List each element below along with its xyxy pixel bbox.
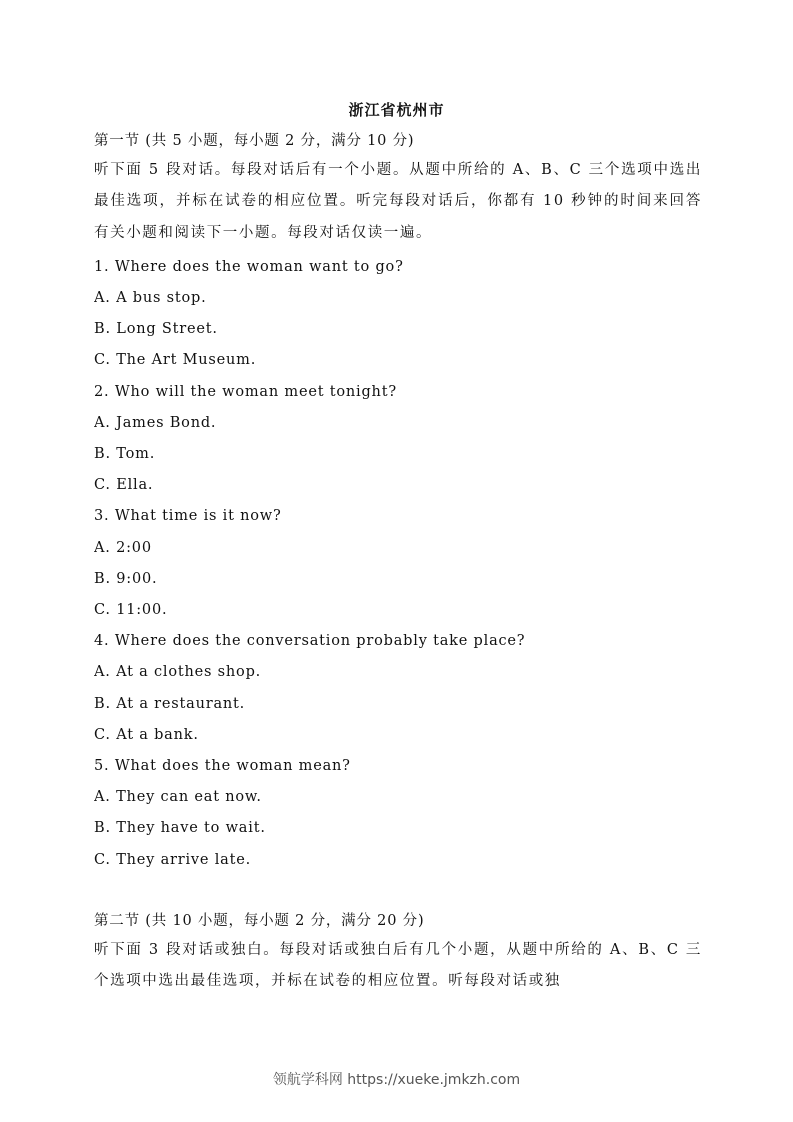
question-3-option-c: C. 11:00. [94, 602, 168, 618]
section2-instructions: 听下面 3 段对话或独白。每段对话或独白后有几个小题，从题中所给的 A、B、C 三个选项中选出最佳选项，并标在试卷的相应位置。听每段对话或独 [94, 942, 702, 990]
question-5-option-b: B. They have to wait. [94, 820, 266, 836]
question-4-option-a: A. At a clothes shop. [94, 664, 262, 680]
footer-watermark: 领航学科网 https://xueke.jmkzh.com [272, 1072, 521, 1088]
document-title: 浙江省杭州市 [348, 101, 445, 119]
section1-heading: 第一节 (共 5 小题，每小题 2 分，满分 10 分) [94, 133, 415, 149]
question-1-option-b: B. Long Street. [94, 321, 218, 337]
question-3-stem: 3. What time is it now? [94, 508, 282, 524]
question-1-option-c: C. The Art Museum. [94, 352, 257, 368]
section1-instructions: 听下面 5 段对话。每段对话后有一个小题。从题中所给的 A、B、C 三个选项中选出最佳选项，并标在试卷的相应位置。听完每段对话后，你都有 10 秒钟的时间来回答有关小题和阅读下一小题。每段对话仅读一遍。 [94, 162, 702, 241]
question-1-option-a: A. A bus stop. [94, 290, 207, 306]
question-5-option-c: C. They arrive late. [94, 852, 252, 868]
question-3-option-a: A. 2:00 [94, 540, 152, 556]
question-4-stem: 4. Where does the conversation probably take place? [94, 633, 526, 649]
question-4-option-c: C. At a bank. [94, 727, 199, 743]
question-2-option-b: B. Tom. [94, 446, 156, 462]
question-2-option-c: C. Ella. [94, 477, 154, 493]
question-1-stem: 1. Where does the woman want to go? [94, 259, 404, 275]
question-2-option-a: A. James Bond. [94, 415, 217, 431]
question-2-stem: 2. Who will the woman meet tonight? [94, 384, 397, 400]
question-3-option-b: B. 9:00. [94, 571, 158, 587]
question-5-option-a: A. They can eat now. [94, 789, 262, 805]
question-5-stem: 5. What does the woman mean? [94, 758, 351, 774]
question-4-option-b: B. At a restaurant. [94, 696, 246, 712]
section2-heading: 第二节 (共 10 小题，每小题 2 分，满分 20 分) [94, 913, 425, 929]
